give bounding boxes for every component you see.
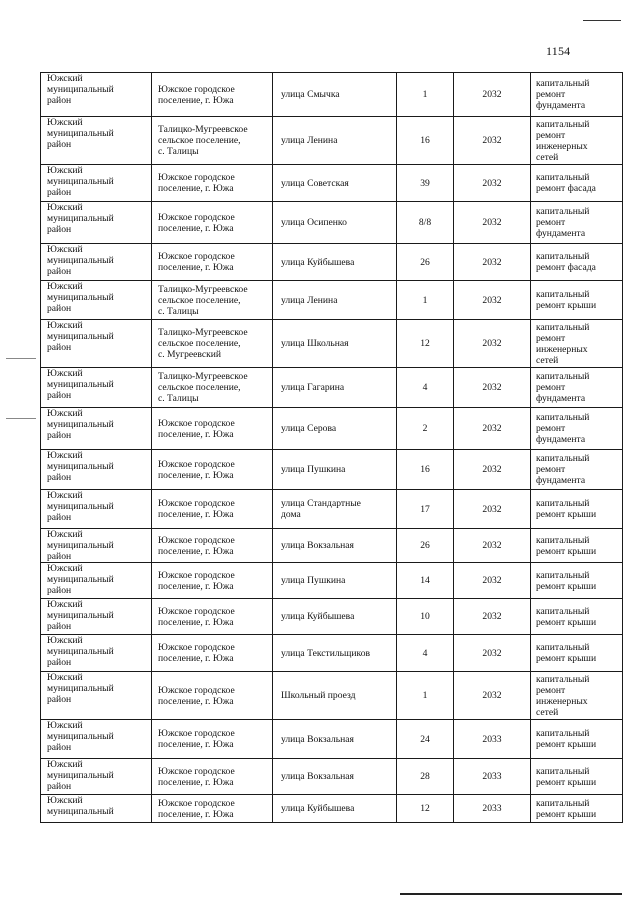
work-type-cell xyxy=(531,73,623,117)
house-number-cell xyxy=(397,599,454,635)
district-text: Южский муниципальный район xyxy=(47,117,114,150)
year-cell xyxy=(454,759,531,795)
year-cell xyxy=(454,795,531,823)
settlement-cell xyxy=(152,281,273,320)
street-text: улица Текстильщиков xyxy=(281,647,371,659)
house-number-text: 1 xyxy=(422,89,428,100)
year-text: 2032 xyxy=(482,217,502,228)
district-cell xyxy=(41,563,152,599)
house-number-cell xyxy=(397,563,454,599)
work-type-text: капитальный ремонт фундамента xyxy=(536,412,590,445)
settlement-cell xyxy=(152,202,273,244)
district-cell xyxy=(41,795,152,823)
year-text: 2032 xyxy=(482,690,502,701)
house-number-cell xyxy=(397,408,454,450)
settlement-text: Южское городское поселение, г. Южа xyxy=(158,765,235,788)
settlement-text: Южское городское поселение, г. Южа xyxy=(158,728,235,750)
district-cell xyxy=(41,635,152,672)
house-number-text: 16 xyxy=(420,135,430,146)
street-text: улица Ленина xyxy=(281,135,338,146)
house-number-text: 28 xyxy=(420,771,430,782)
house-number-text: 4 xyxy=(422,647,428,659)
street-text: улица Осипенко xyxy=(281,217,347,228)
settlement-cell xyxy=(152,599,273,635)
work-type-cell xyxy=(531,408,623,450)
street-text: улица Смычка xyxy=(281,89,340,100)
work-type-cell xyxy=(531,720,623,759)
table-row xyxy=(41,73,623,117)
year-cell xyxy=(454,202,531,244)
district-cell xyxy=(41,320,152,368)
settlement-cell xyxy=(152,244,273,281)
house-number-cell xyxy=(397,529,454,563)
settlement-text: Южское городское поселение, г. Южа xyxy=(158,642,235,664)
year-text: 2032 xyxy=(482,382,502,393)
table-row xyxy=(41,368,623,408)
year-text: 2032 xyxy=(482,575,502,586)
table-row xyxy=(41,408,623,450)
settlement-text: Южское городское поселение, г. Южа xyxy=(158,172,235,194)
settlement-cell xyxy=(152,635,273,672)
house-number-text: 1 xyxy=(422,690,428,701)
street-cell xyxy=(273,450,397,490)
street-cell xyxy=(273,720,397,759)
district-cell xyxy=(41,73,152,117)
work-type-text: капитальный ремонт крыши xyxy=(536,728,597,750)
work-type-text: капитальный ремонт крыши xyxy=(536,498,597,520)
work-type-text: капитальный ремонт инженерных сетей xyxy=(536,321,590,366)
district-cell xyxy=(41,165,152,202)
house-number-text: 12 xyxy=(420,803,430,814)
district-cell xyxy=(41,281,152,320)
house-number-text: 16 xyxy=(420,464,430,475)
work-type-text: капитальный ремонт крыши xyxy=(536,605,597,628)
settlement-cell xyxy=(152,320,273,368)
district-cell xyxy=(41,672,152,720)
street-text: улица Пушкина xyxy=(281,575,346,586)
district-text: Южский муниципальный район xyxy=(47,759,114,792)
table-row xyxy=(41,281,623,320)
settlement-cell xyxy=(152,165,273,202)
work-type-cell xyxy=(531,320,623,368)
table-row xyxy=(41,672,623,720)
settlement-text: Южское городское поселение, г. Южа xyxy=(158,605,235,628)
district-text: Южский муниципальный район xyxy=(47,490,114,523)
work-type-text: капитальный ремонт крыши xyxy=(536,642,597,664)
year-text: 2032 xyxy=(482,503,502,515)
street-text: улица Вокзальная xyxy=(281,733,354,745)
work-type-cell xyxy=(531,165,623,202)
year-text: 2032 xyxy=(482,177,502,189)
year-cell xyxy=(454,165,531,202)
street-cell xyxy=(273,408,397,450)
district-text: Южский муниципальный район xyxy=(47,368,114,401)
year-cell xyxy=(454,490,531,529)
street-cell xyxy=(273,368,397,408)
year-text: 2033 xyxy=(482,771,502,782)
work-type-cell xyxy=(531,563,623,599)
year-text: 2032 xyxy=(482,256,502,268)
house-number-cell xyxy=(397,320,454,368)
district-text: Южский муниципальный xyxy=(47,795,114,817)
settlement-cell xyxy=(152,117,273,165)
street-cell xyxy=(273,320,397,368)
settlement-cell xyxy=(152,408,273,450)
street-text: улица Гагарина xyxy=(281,382,345,393)
work-type-text: капитальный ремонт инженерных сетей xyxy=(536,673,590,718)
year-text: 2032 xyxy=(482,294,502,306)
settlement-cell xyxy=(152,490,273,529)
work-type-text: капитальный ремонт фасада xyxy=(536,251,596,273)
street-text: улица Вокзальная xyxy=(281,771,354,782)
house-number-cell xyxy=(397,244,454,281)
street-cell xyxy=(273,759,397,795)
work-type-cell xyxy=(531,244,623,281)
district-cell xyxy=(41,117,152,165)
house-number-text: 8/8 xyxy=(418,217,432,228)
settlement-text: Южское городское поселение, г. Южа xyxy=(158,417,235,440)
house-number-cell xyxy=(397,450,454,490)
table-row xyxy=(41,165,623,202)
street-text: улица Пушкина xyxy=(281,464,346,475)
settlement-text: Южское городское поселение, г. Южа xyxy=(158,498,235,520)
bottom-rule xyxy=(400,893,622,895)
district-cell xyxy=(41,529,152,563)
year-text: 2032 xyxy=(482,423,502,434)
settlement-text: Южское городское поселение, г. Южа xyxy=(158,83,235,106)
settlement-text: Южское городское поселение, г. Южа xyxy=(158,251,235,273)
house-number-cell xyxy=(397,635,454,672)
house-number-text: 39 xyxy=(420,177,430,189)
table-row xyxy=(41,795,623,823)
table-row xyxy=(41,635,623,672)
year-text: 2032 xyxy=(482,135,502,146)
settlement-cell xyxy=(152,759,273,795)
year-cell xyxy=(454,720,531,759)
street-text: улица Ленина xyxy=(281,294,338,306)
work-type-cell xyxy=(531,281,623,320)
year-cell xyxy=(454,563,531,599)
work-type-cell xyxy=(531,202,623,244)
work-type-text: капитальный ремонт крыши xyxy=(536,534,597,557)
table-row xyxy=(41,759,623,795)
table-row xyxy=(41,202,623,244)
repair-schedule-table xyxy=(40,72,623,823)
year-cell xyxy=(454,635,531,672)
settlement-text: Талицко-Мугреевское сельское поселение, с. Талицы xyxy=(158,124,248,157)
settlement-cell xyxy=(152,450,273,490)
work-type-cell xyxy=(531,529,623,563)
street-text: улица Куйбышева xyxy=(281,803,355,814)
street-text: улица Стандартные дома xyxy=(281,498,361,520)
margin-mark xyxy=(6,358,36,359)
work-type-text: капитальный ремонт фундамента xyxy=(536,78,590,111)
street-cell xyxy=(273,563,397,599)
work-type-cell xyxy=(531,368,623,408)
street-text: улица Куйбышева xyxy=(281,611,355,622)
work-type-text: капитальный ремонт крыши xyxy=(536,765,597,788)
settlement-cell xyxy=(152,720,273,759)
table-row xyxy=(41,720,623,759)
work-type-text: капитальный ремонт фасада xyxy=(536,172,596,194)
year-cell xyxy=(454,672,531,720)
settlement-text: Южское городское поселение, г. Южа xyxy=(158,797,235,820)
year-text: 2032 xyxy=(482,338,502,349)
street-text: улица Вокзальная xyxy=(281,540,354,551)
year-cell xyxy=(454,117,531,165)
settlement-cell xyxy=(152,368,273,408)
table-row xyxy=(41,529,623,563)
street-cell xyxy=(273,202,397,244)
district-text: Южский муниципальный район xyxy=(47,73,114,106)
street-cell xyxy=(273,599,397,635)
settlement-text: Южское городское поселение, г. Южа xyxy=(158,569,235,592)
house-number-cell xyxy=(397,202,454,244)
house-number-text: 2 xyxy=(422,423,428,434)
district-cell xyxy=(41,759,152,795)
table-row xyxy=(41,450,623,490)
district-text: Южский муниципальный район xyxy=(47,563,114,596)
street-text: улица Куйбышева xyxy=(281,256,355,268)
house-number-text: 26 xyxy=(420,540,430,551)
page-number: 1154 xyxy=(546,44,571,58)
street-text: улица Серова xyxy=(281,423,337,434)
table-row xyxy=(41,320,623,368)
margin-mark xyxy=(6,418,36,419)
settlement-cell xyxy=(152,563,273,599)
work-type-cell xyxy=(531,759,623,795)
house-number-text: 1 xyxy=(422,294,428,306)
year-text: 2032 xyxy=(482,611,502,622)
year-text: 2033 xyxy=(482,803,502,814)
table-row xyxy=(41,599,623,635)
settlement-cell xyxy=(152,73,273,117)
top-rule xyxy=(583,20,621,21)
work-type-cell xyxy=(531,599,623,635)
work-type-cell xyxy=(531,635,623,672)
house-number-text: 24 xyxy=(420,733,430,745)
house-number-cell xyxy=(397,759,454,795)
district-cell xyxy=(41,720,152,759)
work-type-cell xyxy=(531,795,623,823)
work-type-text: капитальный ремонт крыши xyxy=(536,289,597,311)
district-text: Южский муниципальный район xyxy=(47,529,114,562)
year-cell xyxy=(454,244,531,281)
district-text: Южский муниципальный район xyxy=(47,320,114,353)
street-cell xyxy=(273,281,397,320)
work-type-cell xyxy=(531,450,623,490)
work-type-text: капитальный ремонт крыши xyxy=(536,797,597,820)
street-cell xyxy=(273,117,397,165)
year-text: 2032 xyxy=(482,647,502,659)
district-text: Южский муниципальный район xyxy=(47,244,114,277)
house-number-cell xyxy=(397,490,454,529)
district-text: Южский муниципальный район xyxy=(47,202,114,235)
settlement-text: Южское городское поселение, г. Южа xyxy=(158,534,235,557)
house-number-cell xyxy=(397,117,454,165)
table-row xyxy=(41,117,623,165)
district-text: Южский муниципальный район xyxy=(47,165,114,198)
street-cell xyxy=(273,244,397,281)
settlement-text: Талицко-Мугреевское сельское поселение, с. Мугреевский xyxy=(158,327,248,360)
street-cell xyxy=(273,73,397,117)
year-text: 2032 xyxy=(482,540,502,551)
work-type-cell xyxy=(531,117,623,165)
house-number-cell xyxy=(397,795,454,823)
house-number-cell xyxy=(397,720,454,759)
street-cell xyxy=(273,490,397,529)
district-text: Южский муниципальный район xyxy=(47,635,114,668)
table-row xyxy=(41,244,623,281)
settlement-text: Южское городское поселение, г. Южа xyxy=(158,684,235,707)
table-row xyxy=(41,563,623,599)
year-cell xyxy=(454,73,531,117)
year-cell xyxy=(454,320,531,368)
house-number-text: 14 xyxy=(420,575,430,586)
work-type-text: капитальный ремонт инженерных сетей xyxy=(536,118,590,163)
house-number-cell xyxy=(397,368,454,408)
work-type-cell xyxy=(531,490,623,529)
settlement-text: Талицко-Мугреевское сельское поселение, с. Талицы xyxy=(158,283,248,317)
work-type-text: капитальный ремонт фундамента xyxy=(536,371,590,404)
street-text: улица Советская xyxy=(281,177,349,189)
district-text: Южский муниципальный район xyxy=(47,599,114,632)
house-number-text: 10 xyxy=(420,611,430,622)
street-cell xyxy=(273,165,397,202)
district-cell xyxy=(41,599,152,635)
district-text: Южский муниципальный район xyxy=(47,281,114,314)
district-text: Южский муниципальный район xyxy=(47,450,114,483)
district-text: Южский муниципальный район xyxy=(47,672,114,705)
district-cell xyxy=(41,490,152,529)
house-number-text: 12 xyxy=(420,338,430,349)
settlement-text: Южское городское поселение, г. Южа xyxy=(158,458,235,481)
year-cell xyxy=(454,368,531,408)
settlement-cell xyxy=(152,672,273,720)
house-number-text: 17 xyxy=(420,503,430,515)
house-number-text: 4 xyxy=(422,382,428,393)
settlement-text: Талицко-Мугреевское сельское поселение, с. Талицы xyxy=(158,371,248,404)
year-cell xyxy=(454,450,531,490)
year-cell xyxy=(454,529,531,563)
table-body xyxy=(41,73,623,823)
work-type-text: капитальный ремонт фундамента xyxy=(536,453,590,486)
street-cell xyxy=(273,635,397,672)
year-text: 2032 xyxy=(482,89,502,100)
district-text: Южский муниципальный район xyxy=(47,408,114,441)
district-cell xyxy=(41,450,152,490)
house-number-text: 26 xyxy=(420,256,430,268)
house-number-cell xyxy=(397,672,454,720)
street-text: улица Школьная xyxy=(281,338,349,349)
year-cell xyxy=(454,281,531,320)
district-cell xyxy=(41,368,152,408)
district-cell xyxy=(41,202,152,244)
year-text: 2032 xyxy=(482,464,502,475)
work-type-text: капитальный ремонт крыши xyxy=(536,569,597,592)
street-cell xyxy=(273,672,397,720)
house-number-cell xyxy=(397,73,454,117)
house-number-cell xyxy=(397,281,454,320)
work-type-cell xyxy=(531,672,623,720)
district-cell xyxy=(41,244,152,281)
street-text: Школьный проезд xyxy=(281,690,356,701)
district-cell xyxy=(41,408,152,450)
year-text: 2033 xyxy=(482,733,502,745)
table-row xyxy=(41,490,623,529)
year-cell xyxy=(454,599,531,635)
year-cell xyxy=(454,408,531,450)
settlement-text: Южское городское поселение, г. Южа xyxy=(158,211,235,234)
settlement-cell xyxy=(152,795,273,823)
settlement-cell xyxy=(152,529,273,563)
house-number-cell xyxy=(397,165,454,202)
district-text: Южский муниципальный район xyxy=(47,720,114,753)
street-cell xyxy=(273,795,397,823)
work-type-text: капитальный ремонт фундамента xyxy=(536,206,590,239)
street-cell xyxy=(273,529,397,563)
